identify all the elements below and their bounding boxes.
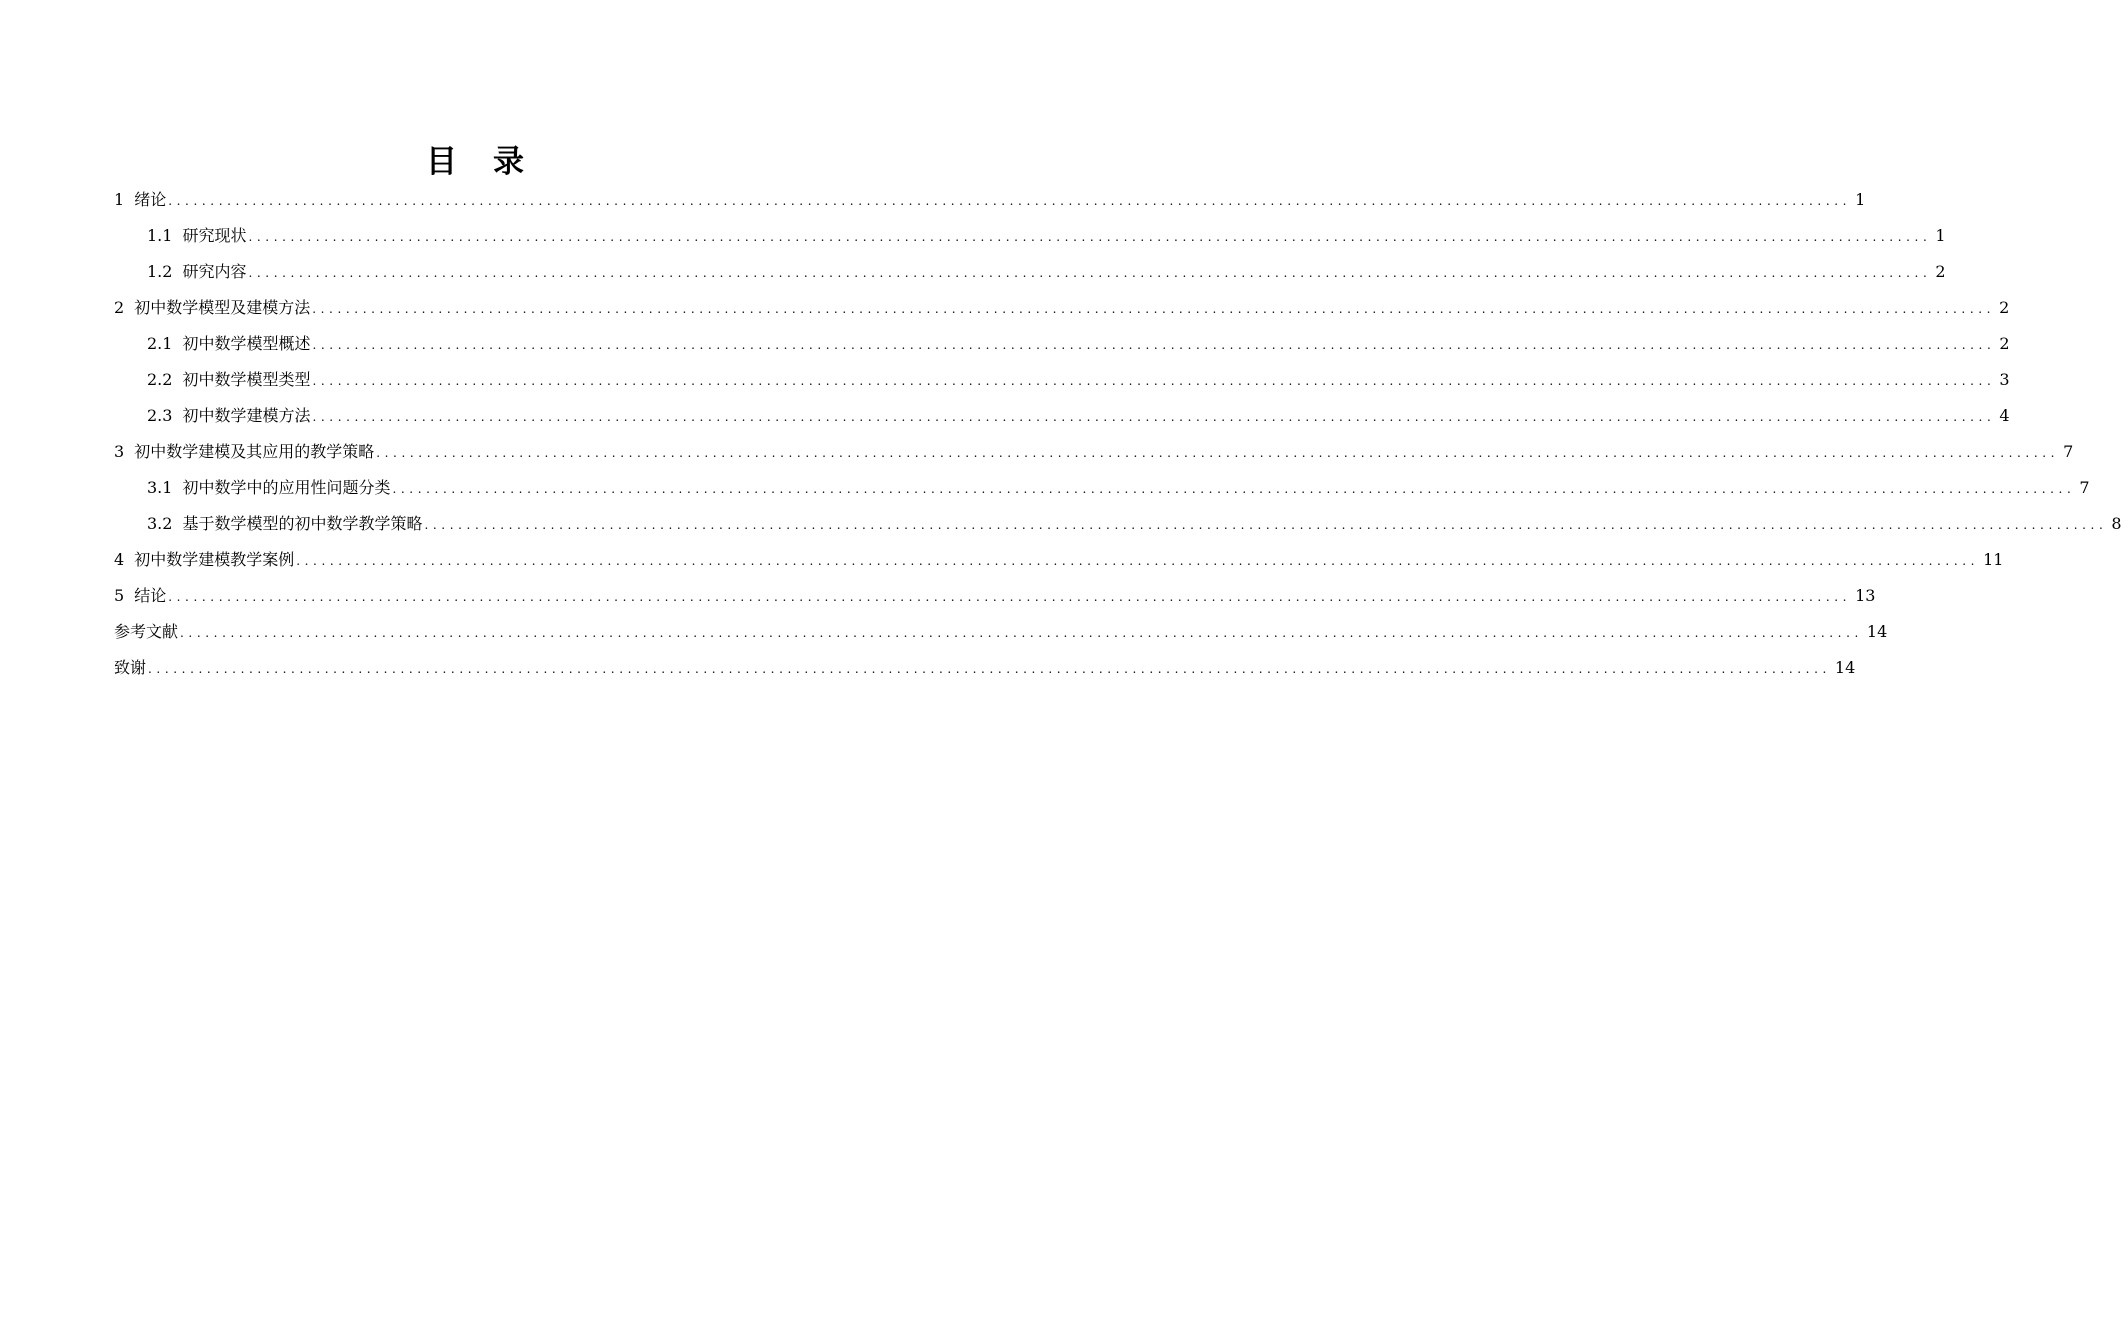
toc-list [114,183,2122,687]
toc-entry-page: 4 [1999,406,2010,425]
toc-leader-dots: ........................................................................................................................................................................................................ [248,266,1932,280]
toc-entry-page: 7 [2079,478,2090,497]
toc-entry[interactable] [114,507,2122,543]
toc-entry-page: 14 [1834,658,1856,677]
toc-entry-label: 研究现状 [182,226,247,245]
toc-leader-dots: ........................................................................................................................................................................................................ [424,518,2108,532]
toc-leader-dots: ........................................................................................................................................................................................................ [180,626,1863,640]
toc-entry-label: 初中数学模型及建模方法 [134,298,311,317]
toc-entry[interactable] [114,291,2010,327]
toc-entry-number: 1.2 [147,262,173,281]
toc-entry[interactable] [114,435,2074,471]
toc-title-second-char: 录 [493,144,524,180]
toc-entry-number: 2 [114,298,125,317]
toc-leader-dots: ........................................................................................................................................................................................................ [312,338,1996,352]
toc-entry[interactable] [114,471,2090,507]
toc-entry[interactable] [114,579,1876,615]
toc-leader-dots: ........................................................................................................................................................................................................ [376,446,2060,460]
toc-entry-number: 3.2 [147,514,173,533]
toc-entry-label: 绪论 [134,190,167,209]
toc-entry-number: 1.1 [147,226,173,245]
toc-entry-label: 研究内容 [182,262,247,281]
toc-title-first-char: 目 [426,144,457,180]
toc-entry-label: 初中数学模型类型 [182,370,311,389]
toc-entry-number: 3 [114,442,125,461]
toc-entry-number: 2.1 [147,334,173,353]
toc-leader-dots: ........................................................................................................................................................................................................ [168,194,1852,208]
toc-entry-page: 2 [1999,334,2010,353]
toc-entry[interactable] [114,543,2004,579]
toc-entry-page: 14 [1866,622,1888,641]
toc-entry-label: 初中数学中的应用性问题分类 [182,478,391,497]
toc-entry-page: 2 [1999,298,2010,317]
toc-leader-dots: ........................................................................................................................................................................................................ [312,302,1996,316]
toc-entry[interactable] [114,399,2010,435]
toc-entry[interactable] [114,651,1856,687]
toc-leader-dots: ........................................................................................................................................................................................................ [392,482,2076,496]
toc-entry[interactable] [114,255,1946,291]
toc-entry-page: 2 [1935,262,1946,281]
toc-entry[interactable] [114,327,2010,363]
toc-entry-number: 1 [114,190,125,209]
toc-entry[interactable] [114,615,1888,651]
toc-entry-page: 3 [1999,370,2010,389]
toc-leader-dots: ........................................................................................................................................................................................................ [296,554,1980,568]
toc-leader-dots: ........................................................................................................................................................................................................ [312,410,1996,424]
toc-entry-label: 基于数学模型的初中数学教学策略 [182,514,423,533]
toc-entry-label: 结论 [134,586,167,605]
toc-leader-dots: ........................................................................................................................................................................................................ [168,590,1852,604]
toc-leader-dots: ........................................................................................................................................................................................................ [312,374,1996,388]
toc-entry[interactable] [114,363,2010,399]
toc-entry-page: 8 [2111,514,2122,533]
toc-entry-page: 7 [2063,442,2074,461]
toc-title [0,140,1000,184]
toc-entry-label: 初中数学建模及其应用的教学策略 [134,442,375,461]
toc-entry-number: 2.2 [147,370,173,389]
toc-entry-label: 初中数学模型概述 [182,334,311,353]
toc-entry[interactable] [114,219,1946,255]
toc-entry-number: 2.3 [147,406,173,425]
toc-entry-label: 致谢 [114,658,147,677]
toc-entry-page: 11 [1983,550,2004,569]
toc-entry-label: 初中数学建模教学案例 [134,550,295,569]
toc-entry-label: 初中数学建模方法 [182,406,311,425]
toc-entry-page: 13 [1855,586,1876,605]
toc-entry-number: 3.1 [147,478,173,497]
toc-entry-page: 1 [1855,190,1866,209]
toc-entry-number: 5 [114,586,125,605]
toc-leader-dots: ........................................................................................................................................................................................................ [148,662,1831,676]
toc-entry-label: 参考文献 [114,622,179,641]
toc-entry-page: 1 [1935,226,1946,245]
toc-entry[interactable] [114,183,1866,219]
toc-leader-dots: ........................................................................................................................................................................................................ [248,230,1932,244]
toc-entry-number: 4 [114,550,125,569]
